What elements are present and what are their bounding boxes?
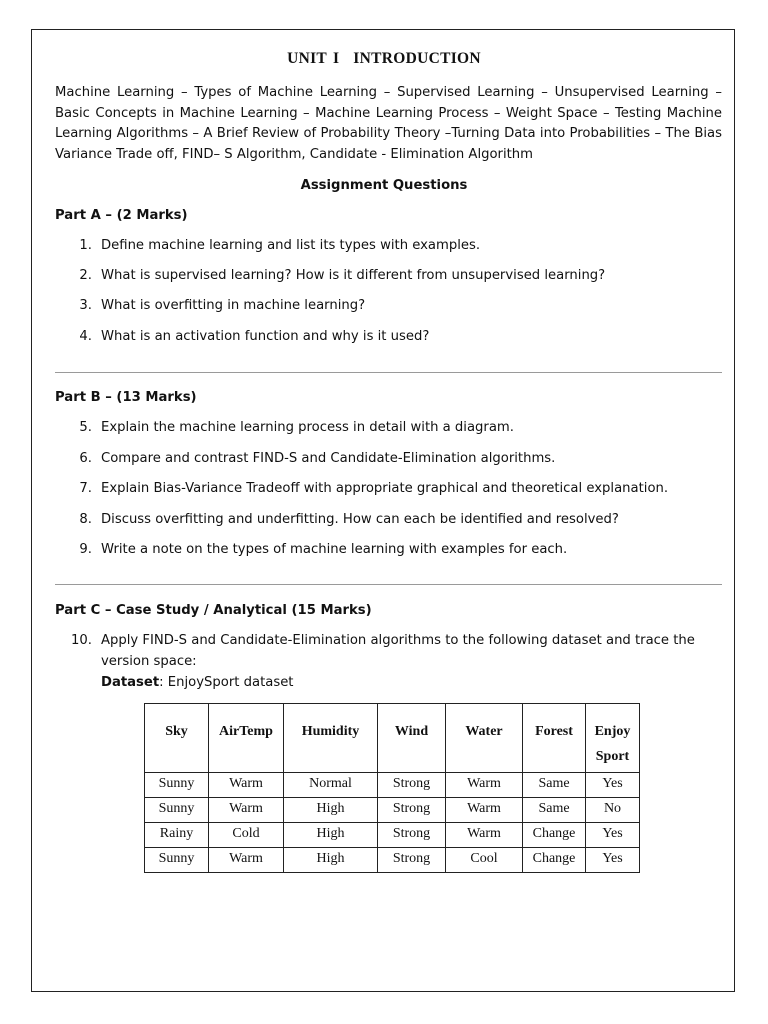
table-row: [145, 773, 640, 798]
question-text: Define machine learning and list its types with examples.: [101, 238, 481, 253]
table-cell: Warm: [446, 798, 523, 823]
question-number: 10.: [71, 633, 92, 648]
table-cell: Warm: [209, 848, 284, 873]
assignment-heading: Assignment Questions: [300, 178, 468, 193]
table-cell: Sunny: [145, 798, 209, 823]
table-cell: Strong: [378, 798, 446, 823]
table-cell: High: [284, 848, 378, 873]
table-cell: Rainy: [145, 823, 209, 848]
question-number: 5.: [79, 420, 92, 435]
question-text: Compare and contrast FIND-S and Candidate-Elimination algorithms.: [101, 451, 556, 466]
table-cell: Yes: [586, 823, 640, 848]
question-number: 7.: [79, 481, 92, 496]
question-text: What is overfitting in machine learning?: [101, 298, 366, 313]
question-text: Explain Bias-Variance Tradeoff with appropriate graphical and theoretical explanation.: [101, 481, 669, 496]
table-row: [145, 823, 640, 848]
section-divider: [55, 372, 722, 373]
question-text: Write a note on the types of machine learning with examples for each.: [101, 542, 568, 557]
part-b-heading: Part B – (13 Marks): [55, 390, 197, 405]
table-cell: Same: [523, 798, 586, 823]
question-number: 1.: [79, 238, 92, 253]
section-divider: [55, 584, 722, 585]
table-cell: Sunny: [145, 848, 209, 873]
dataset-label: Dataset: [101, 675, 160, 690]
table-cell: Cold: [209, 823, 284, 848]
question-text: Discuss overfitting and underfitting. How can each be identified and resolved?: [101, 512, 619, 527]
table-cell: No: [586, 798, 640, 823]
table-cell: Strong: [378, 773, 446, 798]
question-number: 9.: [79, 542, 92, 557]
column-header: Humidity: [284, 704, 378, 773]
table-cell: High: [284, 823, 378, 848]
table-cell: Strong: [378, 848, 446, 873]
table-cell: Cool: [446, 848, 523, 873]
question-number: 3.: [79, 298, 92, 313]
table-cell: Strong: [378, 823, 446, 848]
table-cell: Sunny: [145, 773, 209, 798]
part-c-heading: Part C – Case Study / Analytical (15 Marks): [55, 603, 372, 618]
table-cell: Warm: [209, 773, 284, 798]
column-header: AirTemp: [209, 704, 284, 773]
table-row: [145, 848, 640, 873]
table-cell: Warm: [446, 823, 523, 848]
table-cell: Yes: [586, 848, 640, 873]
column-header: Sky: [145, 704, 209, 773]
unit-name: INTRODUCTION: [353, 50, 481, 67]
table-header-row: [145, 704, 640, 773]
table-cell: High: [284, 798, 378, 823]
unit-number: UNIT I: [287, 50, 340, 67]
question-number: 4.: [79, 329, 92, 344]
table-cell: Change: [523, 823, 586, 848]
unit-title: [0, 50, 768, 68]
column-header: Water: [446, 704, 523, 773]
dataset-value: : EnjoySport dataset: [159, 675, 294, 690]
table-cell: Warm: [446, 773, 523, 798]
column-header: Wind: [378, 704, 446, 773]
table-cell: Change: [523, 848, 586, 873]
enjoysport-table: [144, 703, 640, 873]
question-number: 8.: [79, 512, 92, 527]
table-cell: Yes: [586, 773, 640, 798]
question-text: Explain the machine learning process in detail with a diagram.: [101, 420, 514, 435]
column-header: Forest: [523, 704, 586, 773]
question-number: 2.: [79, 268, 92, 283]
syllabus-paragraph: Machine Learning – Types of Machine Learning – Supervised Learning – Unsupervised Learning – Basic Concepts in Machine Learning – Machine Learning Process – Weight Space – Testing Machine Learning Algorithms – A Brief Review of Probability Theory –Turning Data into Probabilities – The Bias Variance Trade off, FIND– S Algorithm, Candidate - Elimination Algorithm: [55, 85, 722, 162]
column-header: Enjoy Sport: [586, 704, 640, 773]
table-cell: Normal: [284, 773, 378, 798]
question-text: Apply FIND-S and Candidate-Elimination algorithms to the following dataset and trace the version space:: [101, 633, 695, 669]
question-number: 6.: [79, 451, 92, 466]
question-text: What is an activation function and why is it used?: [101, 329, 430, 344]
table-cell: Same: [523, 773, 586, 798]
question-text: What is supervised learning? How is it different from unsupervised learning?: [101, 268, 606, 283]
part-a-heading: Part A – (2 Marks): [55, 208, 188, 223]
table-row: [145, 798, 640, 823]
table-cell: Warm: [209, 798, 284, 823]
